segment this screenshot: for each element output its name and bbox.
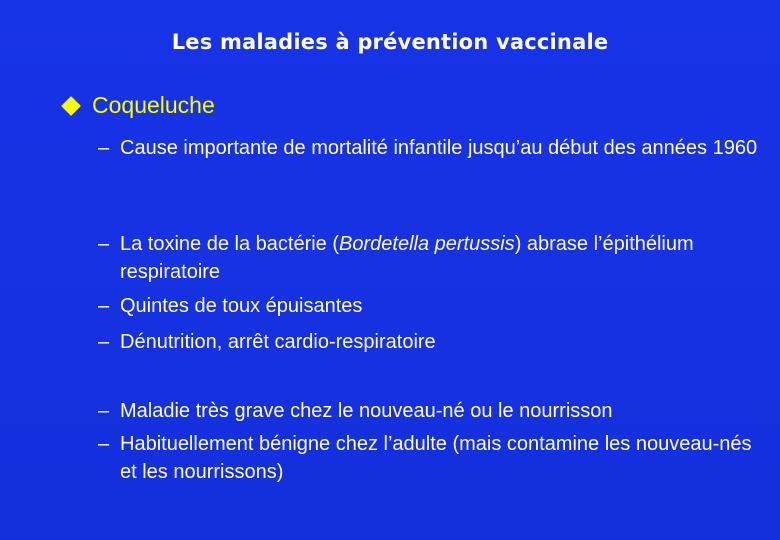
sub-bullet-6 [98, 430, 758, 486]
dash-icon: – [98, 331, 110, 353]
sub-bullet-text-after: ) abrase l’épithélium respiratoire [120, 233, 694, 283]
slide-title: Les maladies à prévention vaccinale [171, 30, 609, 54]
dash-icon: – [98, 137, 110, 159]
sub-bullet-3 [98, 292, 758, 320]
sub-bullet-text: Quintes de toux épuisantes [120, 295, 363, 317]
main-bullet-label: Coqueluche [92, 92, 215, 118]
sub-bullet-text: Cause importante de mortalité infantile jusqu’au début des années 1960 [120, 137, 758, 159]
sub-bullet-text: Habituellement bénigne chez l’adulte (mais contamine les nouveau-nés et les nourrissons) [120, 433, 752, 483]
sub-bullet-text-before: La toxine de la bactérie ( [120, 233, 340, 255]
main-bullet [62, 92, 215, 119]
diamond-bullet-icon [61, 96, 81, 116]
sub-bullet-text [120, 230, 758, 286]
dash-icon: – [98, 295, 110, 317]
sub-bullet-text: Dénutrition, arrêt cardio-respiratoire [120, 331, 436, 353]
sub-bullet-text: Maladie très grave chez le nouveau-né ou le nourrisson [120, 400, 613, 422]
dash-icon: – [98, 400, 110, 422]
sub-bullet-4 [98, 328, 758, 356]
species-name: Bordetella pertussis [339, 233, 515, 255]
sub-bullet-5 [98, 397, 758, 425]
sub-bullet-2 [98, 230, 758, 286]
dash-icon: – [98, 433, 110, 455]
sub-bullet-1 [98, 134, 758, 162]
dash-icon: – [98, 233, 110, 255]
